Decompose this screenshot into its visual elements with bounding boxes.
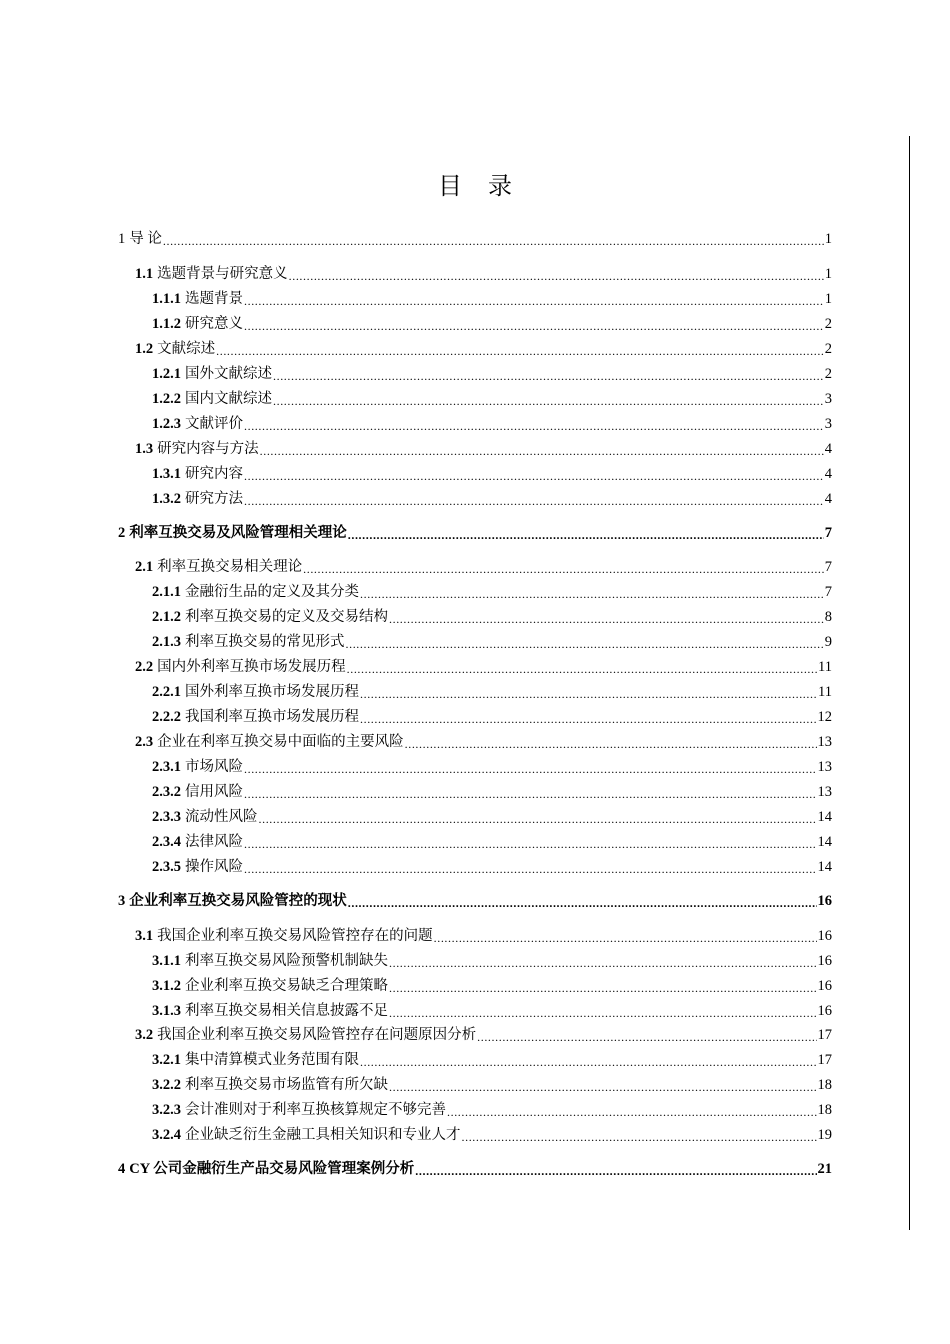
toc-dot-leader bbox=[447, 1101, 817, 1119]
toc-dot-leader bbox=[163, 230, 824, 248]
toc-entry-title: 利率互换交易市场监管有所欠缺 bbox=[185, 1077, 388, 1093]
toc-entry-page: 13 bbox=[817, 784, 832, 800]
toc-entry-title: 企业在利率互换交易中面临的主要风险 bbox=[157, 734, 404, 750]
toc-entry[interactable] bbox=[135, 654, 832, 676]
toc-title-char-1: 目 bbox=[438, 174, 462, 200]
toc-entry[interactable] bbox=[152, 679, 832, 701]
toc-entry-number: 2.1.3 bbox=[152, 634, 181, 650]
toc-entry-page: 4 bbox=[824, 466, 832, 482]
toc-dot-leader bbox=[348, 524, 824, 542]
toc-title-char-2: 录 bbox=[488, 174, 512, 200]
toc-entry[interactable] bbox=[152, 1047, 832, 1069]
toc-entry-title: 企业利率互换交易风险管控的现状 bbox=[129, 893, 347, 909]
toc-entry-title: 操作风险 bbox=[185, 859, 243, 875]
toc-entry[interactable] bbox=[152, 311, 832, 333]
toc-entry-page: 14 bbox=[817, 859, 832, 875]
toc-dot-leader bbox=[244, 465, 824, 483]
toc-entry-number: 3.2 bbox=[135, 1027, 154, 1043]
toc-entry-title: 文献评价 bbox=[185, 416, 243, 432]
toc-dot-leader bbox=[259, 808, 817, 826]
toc-entry-page: 19 bbox=[817, 1127, 832, 1143]
toc-entry-number: 1 bbox=[118, 231, 126, 247]
toc-entry-title: 利率互换交易相关信息披露不足 bbox=[185, 1003, 388, 1019]
toc-entry[interactable] bbox=[118, 888, 832, 910]
toc-dot-leader bbox=[389, 1002, 817, 1020]
toc-entry-page: 17 bbox=[817, 1027, 832, 1043]
toc-title bbox=[0, 170, 950, 204]
toc-dot-leader bbox=[462, 1126, 817, 1144]
toc-entry[interactable] bbox=[135, 436, 832, 458]
toc-entry-title: 国内外利率互换市场发展历程 bbox=[157, 659, 346, 675]
toc-entry-title: 研究方法 bbox=[185, 491, 243, 507]
toc-dot-leader bbox=[244, 783, 817, 801]
toc-entry-page: 18 bbox=[817, 1102, 832, 1118]
toc-entry[interactable] bbox=[152, 486, 832, 508]
toc-entry-page: 7 bbox=[824, 559, 832, 575]
toc-entry-title: 市场风险 bbox=[185, 759, 243, 775]
toc-entry-title: 信用风险 bbox=[185, 784, 243, 800]
toc-entry-number: 2.2 bbox=[135, 659, 154, 675]
toc-entry-number: 2 bbox=[118, 525, 126, 541]
toc-entry-number: 1.3 bbox=[135, 441, 154, 457]
toc-entry-page: 17 bbox=[817, 1052, 832, 1068]
toc-entry-title: 选题背景 bbox=[185, 291, 243, 307]
toc-entry-number: 3.2.3 bbox=[152, 1102, 181, 1118]
toc-entry-page: 21 bbox=[817, 1161, 832, 1177]
toc-dot-leader bbox=[415, 1160, 816, 1178]
toc-entry[interactable] bbox=[152, 411, 832, 433]
toc-entry-title: 我国利率互换市场发展历程 bbox=[185, 709, 359, 725]
toc-entry[interactable] bbox=[152, 704, 832, 726]
toc-entry[interactable] bbox=[135, 554, 832, 576]
toc-entry-title: 选题背景与研究意义 bbox=[157, 266, 288, 282]
toc-entry-title: 法律风险 bbox=[185, 834, 243, 850]
toc-dot-leader bbox=[273, 390, 824, 408]
toc-entry-title: 国内文献综述 bbox=[185, 391, 272, 407]
toc-entry-page: 12 bbox=[817, 709, 832, 725]
toc-dot-leader bbox=[389, 608, 824, 626]
toc-entry-number: 2.1.1 bbox=[152, 584, 181, 600]
toc-entry-page: 2 bbox=[824, 341, 832, 357]
toc-entry-number: 2.1.2 bbox=[152, 609, 181, 625]
toc-entry-number: 3.2.1 bbox=[152, 1052, 181, 1068]
toc-entry-title: 文献综述 bbox=[157, 341, 216, 357]
toc-entry-page: 14 bbox=[817, 809, 832, 825]
toc-dot-leader bbox=[348, 892, 817, 910]
toc-entry-title: 研究内容 bbox=[185, 466, 243, 482]
toc-entry-number: 3 bbox=[118, 893, 126, 909]
toc-entry[interactable] bbox=[152, 948, 832, 970]
toc-entry-number: 1.1.1 bbox=[152, 291, 181, 307]
toc-entry[interactable] bbox=[152, 386, 832, 408]
toc-entry-page: 16 bbox=[817, 978, 832, 994]
toc-entry-page: 7 bbox=[824, 584, 832, 600]
toc-dot-leader bbox=[360, 1051, 817, 1069]
toc-entry-number: 3.1.1 bbox=[152, 953, 181, 969]
toc-dot-leader bbox=[360, 583, 824, 601]
toc-entry-page: 4 bbox=[824, 491, 832, 507]
toc-entry[interactable] bbox=[152, 854, 832, 876]
toc-entry-number: 3.1.3 bbox=[152, 1003, 181, 1019]
toc-entry-title: 会计准则对于利率互换核算规定不够完善 bbox=[185, 1102, 446, 1118]
toc-entry[interactable] bbox=[152, 361, 832, 383]
toc-entry[interactable] bbox=[152, 804, 832, 826]
toc-entry-number: 1.2 bbox=[135, 341, 154, 357]
toc-dot-leader bbox=[244, 858, 817, 876]
toc-entry-number: 1.3.1 bbox=[152, 466, 181, 482]
toc-entry-page: 13 bbox=[817, 734, 832, 750]
toc-entry[interactable] bbox=[152, 1097, 832, 1119]
toc-entry-page: 16 bbox=[817, 928, 832, 944]
toc-entry-page: 11 bbox=[818, 684, 832, 700]
toc-entry-page: 16 bbox=[817, 893, 832, 909]
toc-entry-number: 2.3.3 bbox=[152, 809, 181, 825]
toc-entry-number: 2.3.2 bbox=[152, 784, 181, 800]
page-edge-rule bbox=[909, 136, 910, 1230]
toc-entry-page: 14 bbox=[817, 834, 832, 850]
toc-dot-leader bbox=[303, 558, 824, 576]
toc-entry-page: 1 bbox=[824, 231, 832, 247]
toc-dot-leader bbox=[273, 365, 824, 383]
toc-dot-leader bbox=[244, 415, 824, 433]
toc-entry-number: 3.1.2 bbox=[152, 978, 181, 994]
toc-entry[interactable] bbox=[135, 923, 832, 945]
toc-entry[interactable] bbox=[152, 461, 832, 483]
toc-entry-page: 13 bbox=[817, 759, 832, 775]
toc-entry-number: 2.1 bbox=[135, 559, 154, 575]
toc-entry-number: 2.2.1 bbox=[152, 684, 181, 700]
toc-entry-number: 2.2.2 bbox=[152, 709, 181, 725]
toc-entry-title: CY 公司金融衍生产品交易风险管理案例分析 bbox=[129, 1161, 415, 1177]
toc-dot-leader bbox=[405, 733, 817, 751]
toc-entry-page: 3 bbox=[824, 416, 832, 432]
toc-entry[interactable] bbox=[135, 336, 832, 358]
toc-entry-number: 2.3 bbox=[135, 734, 154, 750]
toc-dot-leader bbox=[389, 977, 817, 995]
toc-dot-leader bbox=[289, 265, 824, 283]
toc-entry-page: 18 bbox=[817, 1077, 832, 1093]
toc-entry[interactable] bbox=[135, 261, 832, 283]
toc-entry-number: 2.3.5 bbox=[152, 859, 181, 875]
toc-dot-leader bbox=[260, 440, 824, 458]
toc-entry-page: 7 bbox=[824, 525, 832, 541]
toc-entry-page: 16 bbox=[817, 953, 832, 969]
toc-entry-page: 2 bbox=[824, 316, 832, 332]
toc-entry-title: 金融衍生品的定义及其分类 bbox=[185, 584, 359, 600]
toc-entry-title: 流动性风险 bbox=[185, 809, 258, 825]
toc-dot-leader bbox=[244, 833, 817, 851]
toc-entry-number: 3.2.4 bbox=[152, 1127, 181, 1143]
toc-entry-title: 企业缺乏衍生金融工具相关知识和专业人才 bbox=[185, 1127, 461, 1143]
toc-entry-number: 2.3.4 bbox=[152, 834, 181, 850]
toc-entry-title: 利率互换交易及风险管理相关理论 bbox=[129, 525, 347, 541]
toc-entry-number: 3.1 bbox=[135, 928, 154, 944]
toc-entry[interactable] bbox=[135, 1022, 832, 1044]
toc-dot-leader bbox=[216, 340, 824, 358]
toc-entry[interactable] bbox=[152, 604, 832, 626]
toc-entry-number: 1.2.3 bbox=[152, 416, 181, 432]
toc-entry[interactable] bbox=[152, 779, 832, 801]
toc-entry-number: 1.2.2 bbox=[152, 391, 181, 407]
toc-entry[interactable] bbox=[152, 973, 832, 995]
toc-entry-page: 4 bbox=[824, 441, 832, 457]
toc-entry-page: 9 bbox=[824, 634, 832, 650]
toc-entry-page: 1 bbox=[824, 291, 832, 307]
toc-dot-leader bbox=[434, 927, 817, 945]
toc-dot-leader bbox=[346, 633, 824, 651]
toc-entry[interactable] bbox=[152, 1072, 832, 1094]
toc-entry-title: 利率互换交易相关理论 bbox=[157, 559, 303, 575]
toc-dot-leader bbox=[360, 708, 817, 726]
toc-entry-number: 2.3.1 bbox=[152, 759, 181, 775]
toc-entry-page: 1 bbox=[824, 266, 832, 282]
toc-entry-title: 我国企业利率互换交易风险管控存在问题原因分析 bbox=[157, 1027, 477, 1043]
toc-dot-leader bbox=[389, 952, 817, 970]
toc-dot-leader bbox=[360, 683, 817, 701]
toc-entry-number: 1.1.2 bbox=[152, 316, 181, 332]
toc-entry-number: 1.1 bbox=[135, 266, 154, 282]
toc-entry-title: 利率互换交易风险预警机制缺失 bbox=[185, 953, 388, 969]
toc-dot-leader bbox=[389, 1076, 817, 1094]
toc-entry[interactable] bbox=[135, 729, 832, 751]
toc-entry-page: 2 bbox=[824, 366, 832, 382]
toc-entry[interactable] bbox=[118, 520, 832, 542]
toc-entry-title: 我国企业利率互换交易风险管控存在的问题 bbox=[157, 928, 433, 944]
toc-entry-title: 研究内容与方法 bbox=[157, 441, 259, 457]
toc-entry[interactable] bbox=[118, 1156, 832, 1178]
toc-dot-leader bbox=[244, 315, 824, 333]
toc-entry[interactable] bbox=[152, 829, 832, 851]
toc-entry-page: 11 bbox=[818, 659, 832, 675]
toc-entry-title: 研究意义 bbox=[185, 316, 243, 332]
toc-entry-title: 企业利率互换交易缺乏合理策略 bbox=[185, 978, 388, 994]
toc-entry[interactable] bbox=[152, 754, 832, 776]
toc-entry-title: 国外利率互换市场发展历程 bbox=[185, 684, 359, 700]
toc-entry[interactable] bbox=[152, 286, 832, 308]
toc-entry[interactable] bbox=[152, 629, 832, 651]
toc-entry-number: 1.2.1 bbox=[152, 366, 181, 382]
toc-entry-title: 利率互换交易的定义及交易结构 bbox=[185, 609, 388, 625]
toc-entry-title: 集中清算模式业务范围有限 bbox=[185, 1052, 359, 1068]
toc-entry[interactable] bbox=[152, 1122, 832, 1144]
toc-dot-leader bbox=[347, 658, 817, 676]
toc-entry-title: 导 论 bbox=[129, 231, 162, 247]
toc-entry-page: 8 bbox=[824, 609, 832, 625]
toc-entry-title: 利率互换交易的常见形式 bbox=[185, 634, 345, 650]
toc-entry-title: 国外文献综述 bbox=[185, 366, 272, 382]
toc-dot-leader bbox=[244, 490, 824, 508]
toc-entry[interactable] bbox=[118, 226, 832, 248]
toc-dot-leader bbox=[244, 758, 817, 776]
toc-entry-number: 1.3.2 bbox=[152, 491, 181, 507]
toc-dot-leader bbox=[477, 1026, 816, 1044]
toc-dot-leader bbox=[244, 290, 824, 308]
toc-entry-page: 16 bbox=[817, 1003, 832, 1019]
toc-entry[interactable] bbox=[152, 579, 832, 601]
toc-entry-number: 3.2.2 bbox=[152, 1077, 181, 1093]
toc-entry-page: 3 bbox=[824, 391, 832, 407]
toc-entry[interactable] bbox=[152, 998, 832, 1020]
toc-entry-number: 4 bbox=[118, 1161, 126, 1177]
